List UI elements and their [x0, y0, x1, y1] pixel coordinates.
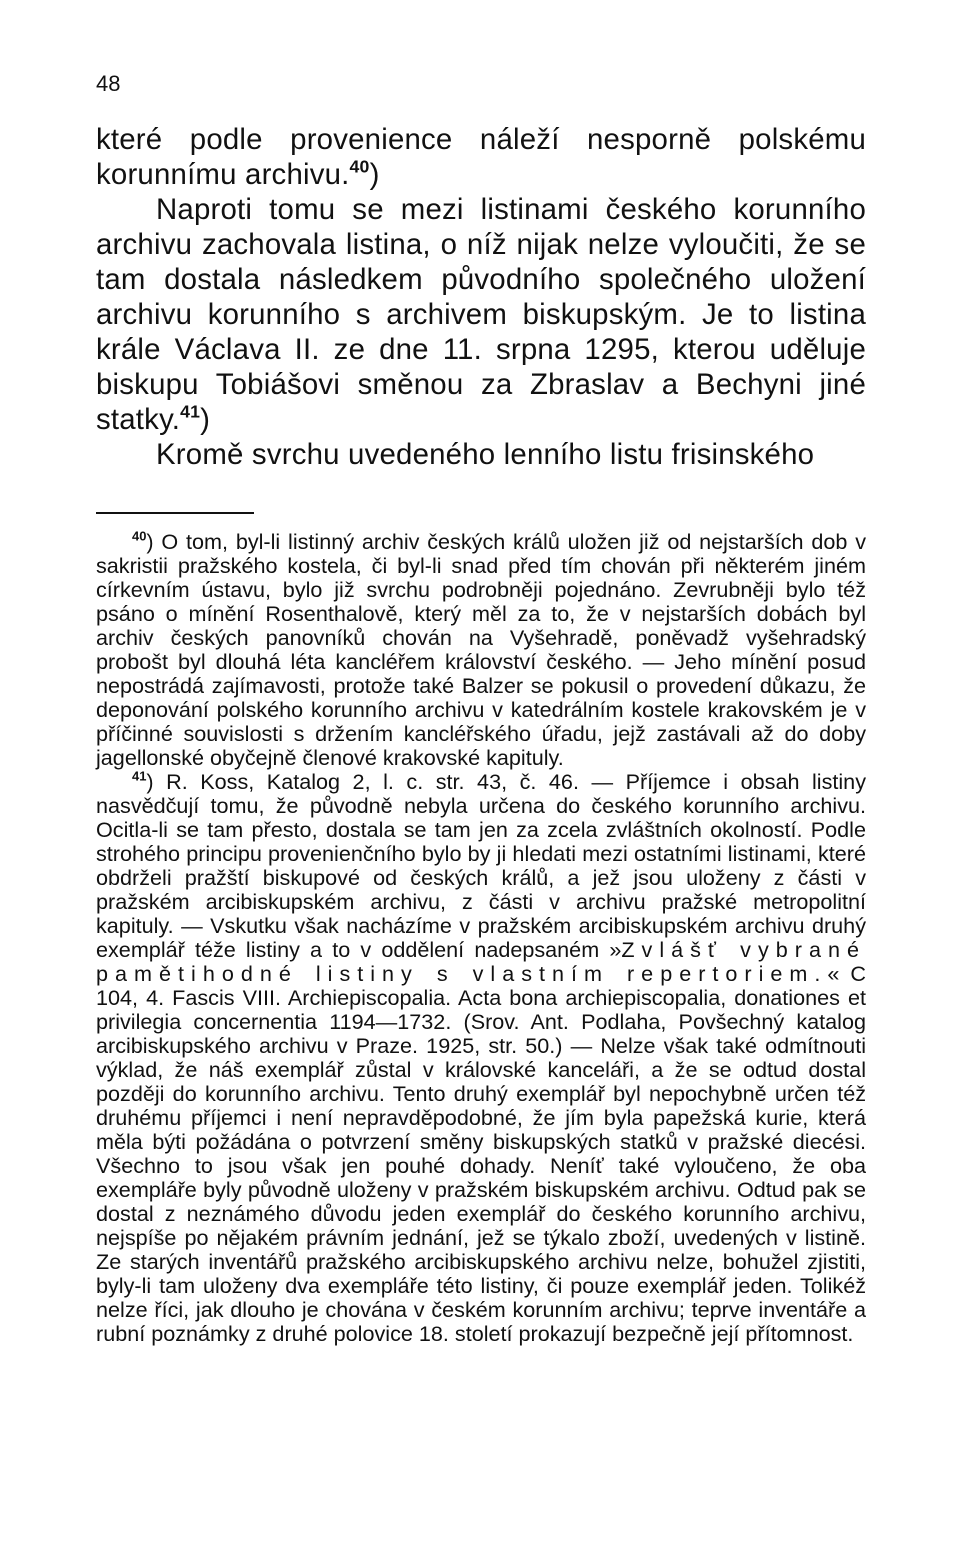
- page-number: 48: [96, 71, 121, 96]
- footnote-separator: [96, 512, 254, 514]
- footnotes: [96, 530, 866, 1346]
- footnote-40: [96, 530, 866, 770]
- paragraph-text: které podle provenience náleží nesporně polskému korunnímu archivu.: [96, 123, 866, 191]
- footnote-text: ) O tom, byl-li listinný archiv českých králů uložen již od nejstarších dob v sakristii pražského kostela, či byl-li snad před tím chován při některém jiném církevním ústavu, bylo již svrchu podrobněji pojednáno. Zevrubněji bylo též psáno o mínění Rosenthalově, který měl za to, že v nejstarších dobách byl archiv českých panovníků chován na Vyšehradě, poněvadž vyšehradský probošt byl dlouhá léta kancléřem království českého. — Jeho mínění posud nepostrádá zajímavosti, protože také Balzer se pokusil o provedení důkazu, že deponování polského korunního archivu v katedrálním kostele krakovském je v příčinné souvislosti s držením kancléřského úřadu, jejž zastávali až do doby jagellonské obyčejně členové krakovské kapituly.: [96, 529, 866, 770]
- footnote-text: ) R. Koss, Katalog 2, l. c. str. 43, č. 46. — Příjemce i obsah listiny nasvědčují tomu, že původně nebyla určena do českého korunního archivu. Ocitla-li se tam přesto, dostala se tam jen za zcela zvláštních okolností. Podle strohého principu provenienčního bylo by ji hledati mezi ostatními listinami, které obdrželi pražští biskupové od českých králů, a jež jsou uloženy z části v pražském arcibiskupském archivu, z části v archivu pražské metropolitní kapituly. — Vskutku však nacházíme v pražském arcibiskupském archivu druhý exemplář téže listiny a to v oddělení nadepsaném »: [96, 769, 866, 962]
- footnote-number: 41: [132, 768, 147, 784]
- paragraph-text: Naproti tomu se mezi listinami českého korunního archivu zachovala listina, o níž nijak nelze vyloučiti, že se tam dostala následkem původního společného uložení archivu korunního s archivem biskupským. Je to listina krále Václava II. ze dne 11. srpna 1295, kterou uděluje biskupu Tobiášovi směnou za Zbraslav a Bechyni jiné statky.: [96, 193, 866, 436]
- main-text: [96, 122, 866, 472]
- paragraph-continuation: [96, 122, 866, 192]
- footnote-ref-close: ): [200, 403, 211, 436]
- footnote-41: [96, 770, 866, 1346]
- paragraph-krome: [96, 437, 866, 472]
- footnote-text: « C 104, 4. Fascis VIII. Archiepiscopalia. Acta bona archiepiscopalia, donationes et privilegia concernentia 1194—1732. (Srov. Ant. Podlaha, Povšechný katalog arcibiskupského archivu v Praze. 1925, str. 50.) — Nelze však také odmítnouti výklad, že náš exemplář zůstal v královské kanceláři, a že se odtud dostal později do korunního archivu. Tento druhý exemplář byl nepochybně určen též druhému příjemci i není nepravděpodobné, že jím byla papežská kurie, která měla býti požádána o potvrzení směny biskupských statků v pražské diecési. Všechno to jsou však jen pouhé dohady. Neníť také vyloučeno, že oba exempláře byly původně uloženy v pražském biskupském archivu. Odtud pak se dostal z neznámého důvodu jeden exemplář do českého korunního archivu, nejspíše po nějakém právním jednání, jež se týkalo zboží, uvedených v listině. Ze starých inventářů pražského arcibiskupského archivu nelze, bohužel zjistiti, byly-li tam uloženy dva exempláře této listiny, či pouze exemplář jeden. Tolikéž nelze říci, jak dlouho je chována v českém korunním archivu; teprve inventáře a rubní poznámky z druhé polovice 18. století prokazují bezpečně její přítomnost.: [96, 961, 866, 1346]
- paragraph-text: Kromě svrchu uvedeného lenního listu frisinského: [156, 438, 815, 471]
- footnote-ref-41: 41: [180, 401, 201, 422]
- paragraph-listina: [96, 192, 866, 437]
- footnote-ref-40: 40: [349, 156, 370, 177]
- footnote-ref-close: ): [369, 158, 380, 191]
- spaced-title: Zvlášť vybrané pamětihodné listiny s vlastním repertoriem.: [96, 937, 867, 986]
- footnote-number: 40: [132, 528, 147, 544]
